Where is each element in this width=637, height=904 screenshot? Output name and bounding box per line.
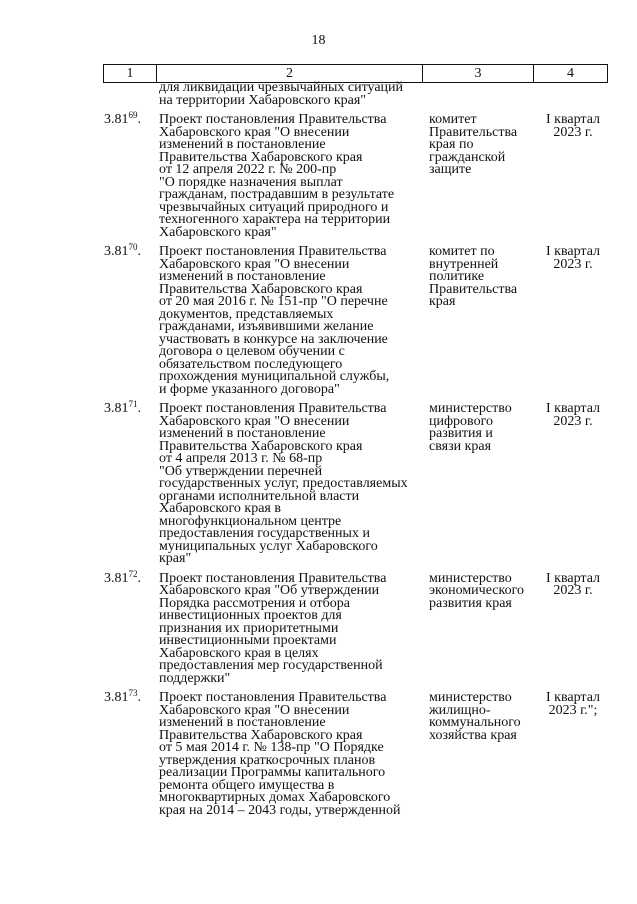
item-title: Проект постановления Правительства Хабаровского края "Об утверждении Порядка рассмотрения и отбора инвестиционных проектов для признания их приоритетными инвестиционными проектами Хабаровского края в целях предоставления мер государственной поддержки"	[159, 570, 387, 686]
table-row	[0, 568, 637, 686]
item-executor: министерство экономического развития края	[429, 570, 524, 611]
item-term: I квартал 2023 г.	[545, 401, 601, 429]
item-number: 3.81$^{71}$.	[104, 399, 141, 416]
item-number: 3.81$^{70}$.	[104, 242, 141, 259]
header-col-4: 4	[534, 65, 608, 83]
item-number-superscript: 73	[128, 688, 138, 698]
item-title: Проект постановления Правительства Хабаровского края "О внесении изменений в постановление Правительства Хабаровского края от 12 апреля 2022 г. № 200-пр "О порядке назначения выплат гражданам, пострадавшим в результате чрезвычайных ситуаций природного и техногенного характера на территории Хабаровского края"	[159, 112, 395, 240]
item-term: I квартал 2023 г.	[545, 570, 601, 598]
header-col-1: 1	[104, 65, 157, 83]
item-term: I квартал 2023 г.	[545, 112, 601, 140]
item-title: Проект постановления Правительства Хабаровского края "О внесении изменений в постановление Правительства Хабаровского края от 5 мая 2014 г. № 138-пр "О Порядке утверждения краткосрочных планов реализации Программы капитального ремонта общего имущества в многоквартирных домах Хабаровского края на 2014 – 2043 годы, утвержденной	[159, 690, 401, 818]
item-title: Проект постановления Правительства Хабаровского края "О внесении изменений в постановление Правительства Хабаровского края от 4 апреля 2013 г. № 68-пр "Об утверждении перечней государственных услуг, предоставляемых органами исполнительной власти Хабаровского края в многофункциональном центре предоставления государственных и муниципальных услуг Хабаровского края"	[159, 401, 408, 566]
header-col-2: 2	[157, 65, 423, 83]
item-term: I квартал 2023 г.	[545, 244, 601, 272]
table-row	[0, 242, 637, 397]
item-number-superscript: 70	[128, 242, 138, 252]
item-executor: комитет по внутренней политике Правительства края	[429, 244, 518, 309]
table-body	[0, 82, 637, 817]
continued-title	[0, 82, 419, 107]
item-number: 3.81$^{72}$.	[104, 568, 141, 586]
item-title: Проект постановления Правительства Хабаровского края "О внесении изменений в постановление Правительства Хабаровского края от 20 мая 2016 г. № 151-пр "О перечне документов, представляемых гражданами, изъявившими желание участвовать в конкурсе на заключение договора о целевом обучении с обязательством последующего прохождения муниципальной службы, и форме указанного договора"	[159, 244, 390, 397]
item-number: 3.81$^{73}$.	[104, 688, 141, 705]
item-number: 3.81$^{69}$.	[104, 110, 141, 127]
table-row	[0, 688, 637, 818]
item-executor: министерство цифрового развития и связи края	[429, 401, 512, 454]
table-row	[0, 399, 637, 566]
item-executor: комитет Правительства края по гражданской защите	[429, 112, 518, 177]
page-number: 18	[311, 33, 326, 48]
item-number-superscript: 72	[128, 568, 138, 579]
header-col-3: 3	[423, 65, 534, 83]
item-term: I квартал 2023 г.";	[545, 690, 601, 718]
item-executor: министерство жилищно- коммунального хозяйства края	[429, 690, 521, 743]
item-number-superscript: 71	[128, 399, 138, 409]
continued-title-text: для ликвидации чрезвычайных ситуаций на территории Хабаровского края"	[159, 80, 404, 108]
table-row	[0, 110, 637, 240]
item-number-superscript: 69	[128, 110, 138, 120]
